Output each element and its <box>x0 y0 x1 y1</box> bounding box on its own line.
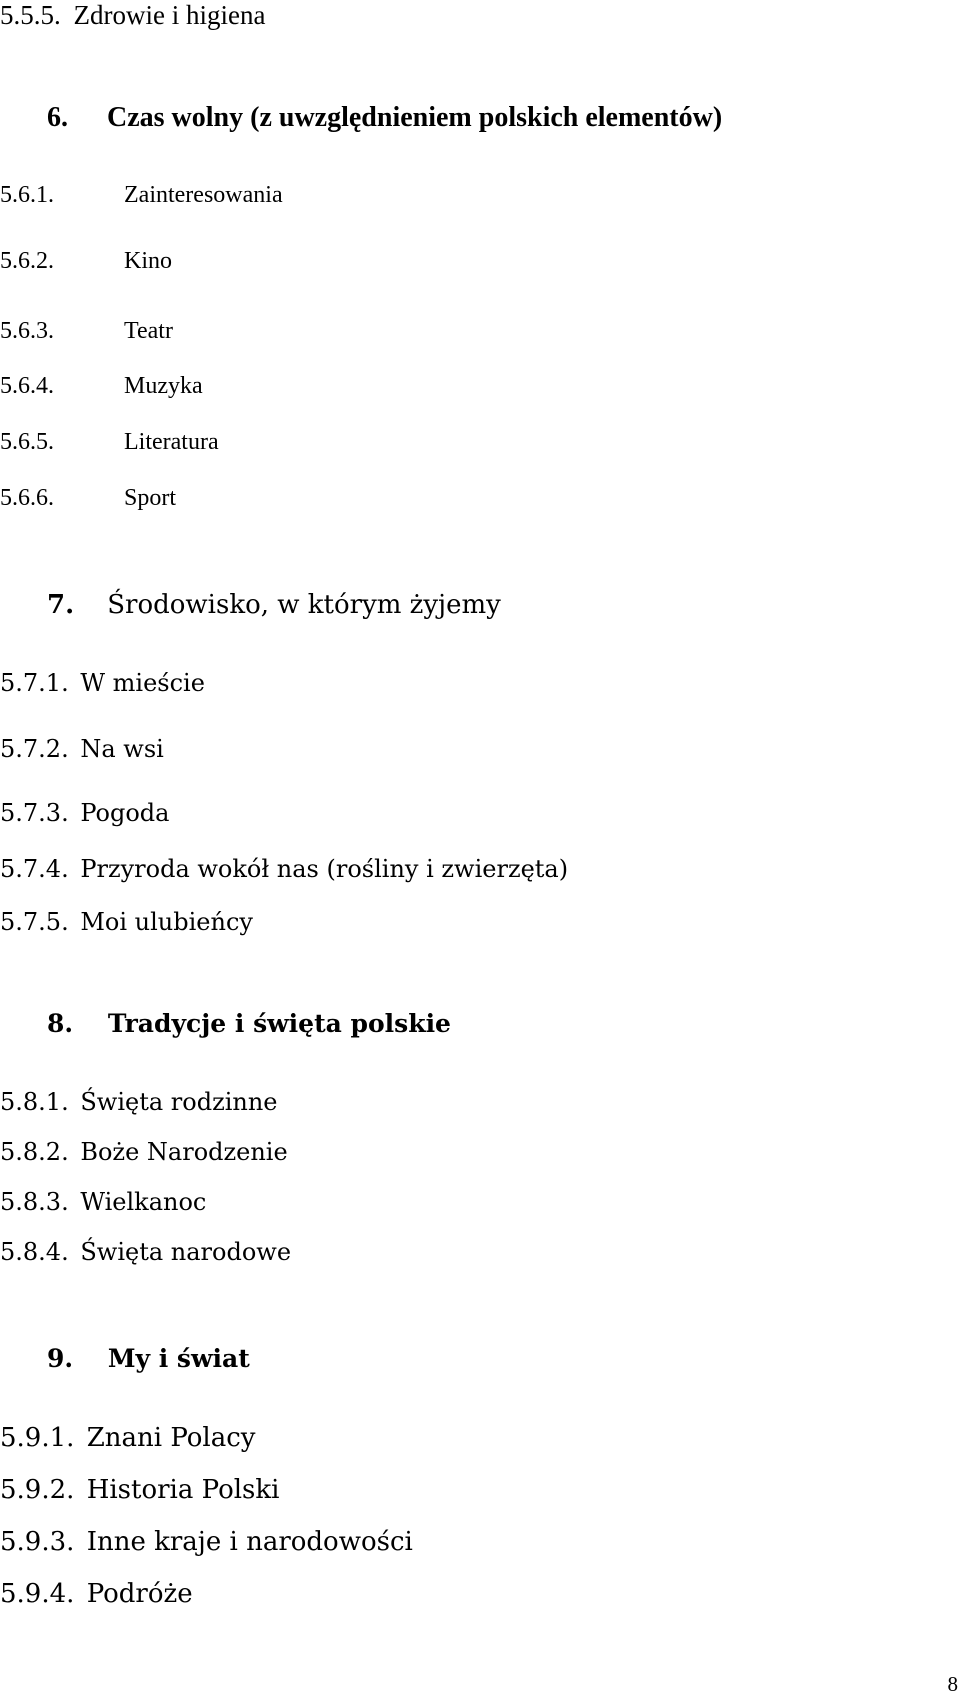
item-text: Literatura <box>124 429 219 455</box>
list-item <box>0 910 253 934</box>
item-text: Teatr <box>124 318 173 344</box>
page-number: 8 <box>947 1672 958 1696</box>
list-item <box>0 1190 206 1214</box>
list-item <box>0 801 169 825</box>
item-number: 5.7.2. <box>0 735 69 763</box>
item-number: 5.6.2. <box>0 248 54 274</box>
item-text: Inne kraje i narodowości <box>86 1527 413 1557</box>
list-item <box>0 486 176 510</box>
item-text: Historia Polski <box>86 1475 280 1505</box>
item-text: Zainteresowania <box>124 182 283 208</box>
section-6-heading <box>47 104 722 132</box>
item-number: 5.6.6. <box>0 485 54 511</box>
item-number: 5.7.1. <box>0 669 69 697</box>
section-8-heading <box>47 1011 451 1036</box>
list-item <box>0 1425 255 1451</box>
list-item <box>0 1240 291 1264</box>
item-number: 5.7.3. <box>0 799 69 827</box>
item-text: Znani Polacy <box>86 1423 256 1453</box>
list-item <box>0 249 172 273</box>
item-number: 5.9.1. <box>0 1423 75 1453</box>
section-9-heading <box>47 1346 250 1371</box>
section-title: Środowisko, w którym żyjemy <box>107 590 501 620</box>
item-text: W mieście <box>80 669 205 697</box>
item-text: Muzyka <box>124 373 203 399</box>
item-number: 5.8.2. <box>0 1138 69 1166</box>
item-text: Podróże <box>86 1579 193 1609</box>
item-number: 5.6.3. <box>0 318 54 344</box>
item-number: 5.7.4. <box>0 855 69 883</box>
item-number: 5.8.3. <box>0 1188 69 1216</box>
list-item <box>0 430 219 454</box>
item-number: 5.9.3. <box>0 1527 75 1557</box>
section-title: Tradycje i święta polskie <box>107 1009 451 1038</box>
item-number: 5.7.5. <box>0 908 69 936</box>
list-item <box>0 857 568 881</box>
item-text: Pogoda <box>80 799 170 827</box>
list-item <box>0 671 205 695</box>
item-text: Wielkanoc <box>80 1188 207 1216</box>
list-item <box>0 374 203 398</box>
item-text: Przyroda wokół nas (rośliny i zwierzęta) <box>80 855 569 883</box>
item-text: Sport <box>124 485 177 511</box>
item-number: 5.6.5. <box>0 429 54 455</box>
section-title: My i świat <box>107 1344 250 1373</box>
item-number: 5.9.4. <box>0 1579 75 1609</box>
item-text: Święta rodzinne <box>80 1088 278 1116</box>
list-item <box>0 1477 279 1503</box>
item-text: Kino <box>124 248 172 274</box>
list-item <box>0 1090 278 1114</box>
item-number: 5.8.4. <box>0 1238 69 1266</box>
item-number: 5.6.1. <box>0 182 54 208</box>
item-text: Święta narodowe <box>80 1238 292 1266</box>
item-number: 5.9.2. <box>0 1475 75 1505</box>
list-item <box>0 1581 193 1607</box>
item-number: 5.8.1. <box>0 1088 69 1116</box>
top-item <box>0 2 265 29</box>
list-item <box>0 319 173 343</box>
item-text: Boże Narodzenie <box>80 1138 288 1166</box>
list-item <box>0 1529 413 1555</box>
section-number: 7. <box>47 590 75 620</box>
item-text: Na wsi <box>80 735 164 763</box>
item-text: Moi ulubieńcy <box>80 908 253 936</box>
list-item <box>0 737 164 761</box>
section-number: 8. <box>47 1009 74 1038</box>
section-title: Czas wolny (z uwzględnieniem polskich elementów) <box>107 102 723 133</box>
section-number: 9. <box>47 1344 74 1373</box>
top-item-number: 5.5.5. <box>0 0 61 30</box>
section-7-heading <box>47 592 501 618</box>
section-number: 6. <box>47 102 68 133</box>
list-item <box>0 1140 288 1164</box>
top-item-text: Zdrowie i higiena <box>73 0 266 30</box>
item-number: 5.6.4. <box>0 373 54 399</box>
list-item <box>0 183 283 207</box>
